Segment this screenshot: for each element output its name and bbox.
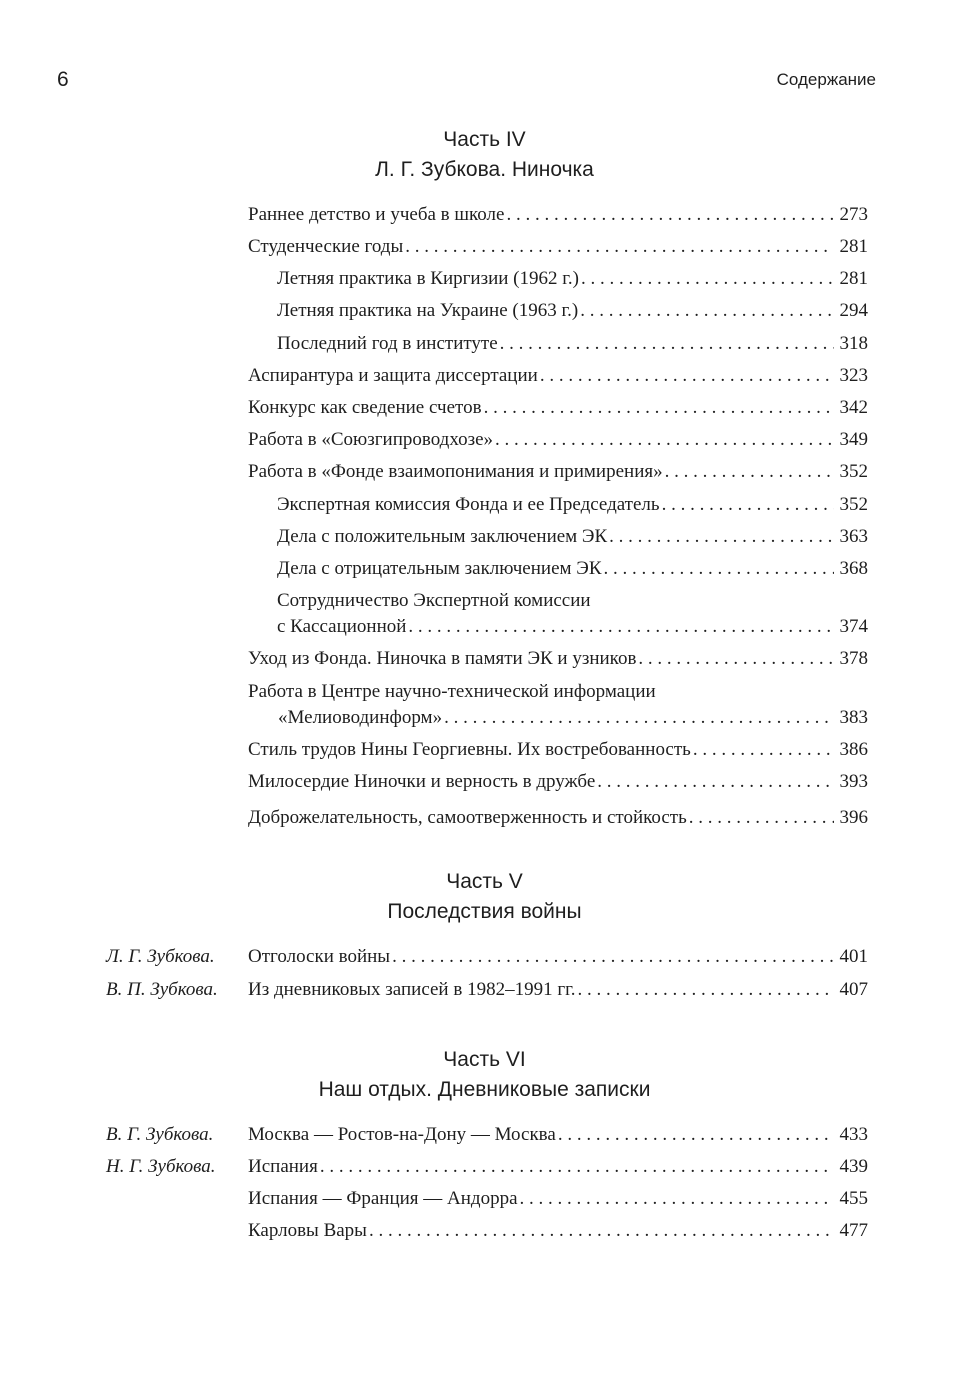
toc-entry-title: Москва — Ростов-на-Дону — Москва <box>248 1124 556 1145</box>
part-5-subtitle: Последствия войны <box>387 900 582 923</box>
toc-subentry <box>277 298 868 324</box>
toc-entry-title: Работа в «Фонде взаимопонимания и примирения» <box>248 461 663 482</box>
toc-entry-page: 323 <box>839 365 868 386</box>
toc-subentry <box>277 492 868 518</box>
leader-dots <box>405 234 833 260</box>
toc-entry-title-line1: Сотрудничество Экспертной комиссии <box>277 590 591 611</box>
toc-entry-page: 455 <box>839 1188 868 1209</box>
toc-entry <box>248 202 868 228</box>
page-number: 6 <box>57 68 69 91</box>
toc-entry-title: Раннее детство и учеба в школе <box>248 204 505 225</box>
leader-dots <box>580 298 833 324</box>
leader-dots <box>369 1218 834 1244</box>
toc-entry <box>248 1218 868 1244</box>
running-head: Содержание <box>776 70 876 89</box>
leader-dots <box>597 769 833 795</box>
toc-entry-page: 407 <box>839 979 868 1000</box>
toc-entry-page: 281 <box>839 268 868 289</box>
leader-dots <box>444 705 833 731</box>
toc-entry <box>248 679 868 731</box>
toc-entry-title: Дела с положительным заключением ЭК <box>277 526 608 547</box>
leader-dots <box>558 1122 834 1148</box>
leader-dots <box>662 492 834 518</box>
toc-entry-page: 352 <box>839 461 868 482</box>
toc-entry-title: Студенческие годы <box>248 236 404 257</box>
toc-entry <box>248 1154 868 1180</box>
toc-entry-page: 439 <box>839 1156 868 1177</box>
entry-author: Н. Г. Зубкова. <box>106 1156 216 1177</box>
leader-dots <box>520 1186 834 1212</box>
toc-entry <box>248 977 868 1003</box>
toc-entry-title: Испания <box>248 1156 318 1177</box>
toc-entry-page: 378 <box>839 648 868 669</box>
toc-entry-title: Стиль трудов Нины Георгиевны. Их востребованность <box>248 739 691 760</box>
toc-entry <box>248 805 868 831</box>
toc-entry <box>248 769 868 795</box>
toc-entry-page: 393 <box>839 771 868 792</box>
toc-entry <box>248 737 868 763</box>
toc-entry-page: 386 <box>839 739 868 760</box>
toc-entry <box>248 363 868 389</box>
leader-dots <box>665 459 834 485</box>
toc-entry-page: 294 <box>839 300 868 321</box>
leader-dots <box>609 524 833 550</box>
toc-entry-title: Отголоски войны <box>248 946 391 967</box>
toc-entry <box>248 459 868 485</box>
toc-entry <box>248 1122 868 1148</box>
toc-entry-title: Последний год в институте <box>277 333 498 354</box>
toc-subentry <box>277 331 868 357</box>
toc-entry-title: Дела с отрицательным заключением ЭК <box>277 558 602 579</box>
toc-entry-page: 477 <box>839 1220 868 1241</box>
toc-entry <box>248 395 868 421</box>
toc-entry <box>248 646 868 672</box>
toc-entry-title: Карловы Вары <box>248 1220 367 1241</box>
toc-entry-page: 318 <box>839 333 868 354</box>
part-5-title: Часть V <box>446 870 523 893</box>
toc-entry-title: «Мелиоводинформ» <box>278 707 443 728</box>
toc-entry-page: 363 <box>839 526 868 547</box>
toc-entry-page: 349 <box>839 429 868 450</box>
entry-author: В. П. Зубкова. <box>106 979 218 1000</box>
toc-subentry <box>277 556 868 582</box>
toc-entry <box>248 427 868 453</box>
toc-subentry <box>277 524 868 550</box>
part-4-subtitle: Л. Г. Зубкова. Ниночка <box>375 158 594 181</box>
toc-entry <box>248 234 868 260</box>
toc-entry <box>248 1186 868 1212</box>
leader-dots <box>638 646 833 672</box>
entry-author: В. Г. Зубкова. <box>106 1124 214 1145</box>
toc-entry-title: Летняя практика в Киргизии (1962 г.) <box>277 268 579 289</box>
leader-dots <box>320 1154 834 1180</box>
toc-entry-title: с Кассационной <box>277 616 407 637</box>
leader-dots <box>540 363 834 389</box>
toc-entry <box>248 944 868 970</box>
leader-dots <box>408 614 833 640</box>
leader-dots <box>604 556 834 582</box>
part-6-title: Часть VI <box>443 1048 526 1071</box>
leader-dots <box>578 977 834 1003</box>
leader-dots <box>689 805 834 831</box>
toc-subentry <box>277 266 868 292</box>
leader-dots <box>693 737 834 763</box>
part-6-subtitle: Наш отдых. Дневниковые записки <box>318 1078 651 1101</box>
entry-author: Л. Г. Зубкова. <box>106 946 215 967</box>
toc-entry-title: Доброжелательность, самоотверженность и стойкость <box>248 807 687 828</box>
toc-entry-title: Работа в «Союзгипроводхозе» <box>248 429 494 450</box>
toc-entry-title: Аспирантура и защита диссертации <box>248 365 538 386</box>
toc-entry-page: 281 <box>839 236 868 257</box>
leader-dots <box>484 395 834 421</box>
toc-entry-page: 352 <box>839 494 868 515</box>
toc-entry-title: Из дневниковых записей в 1982–1991 гг. <box>248 979 576 1000</box>
toc-entry-title: Экспертная комиссия Фонда и ее Председатель <box>277 494 660 515</box>
toc-entry-title: Летняя практика на Украине (1963 г.) <box>277 300 579 321</box>
leader-dots <box>500 331 834 357</box>
toc-entry-title: Уход из Фонда. Ниночка в памяти ЭК и узников <box>248 648 637 669</box>
part-4-title: Часть IV <box>443 128 526 151</box>
toc-entry-title: Милосердие Ниночки и верность в дружбе <box>248 771 596 792</box>
toc-entry-page: 273 <box>839 204 868 225</box>
toc-entry-title: Конкурс как сведение счетов <box>248 397 482 418</box>
toc-entry-page: 396 <box>839 807 868 828</box>
toc-subentry <box>277 588 868 640</box>
toc-entry-page: 342 <box>839 397 868 418</box>
leader-dots <box>495 427 833 453</box>
toc-entry-page: 401 <box>839 946 868 967</box>
leader-dots <box>392 944 833 970</box>
leader-dots <box>506 202 833 228</box>
toc-entry-title-line1: Работа в Центре научно-технической информации <box>248 681 656 702</box>
toc-entry-page: 374 <box>839 616 868 637</box>
toc-entry-title: Испания — Франция — Андорра <box>248 1188 518 1209</box>
toc-entry-page: 383 <box>839 707 868 728</box>
toc-entry-page: 368 <box>839 558 868 579</box>
leader-dots <box>581 266 834 292</box>
toc-entry-page: 433 <box>839 1124 868 1145</box>
